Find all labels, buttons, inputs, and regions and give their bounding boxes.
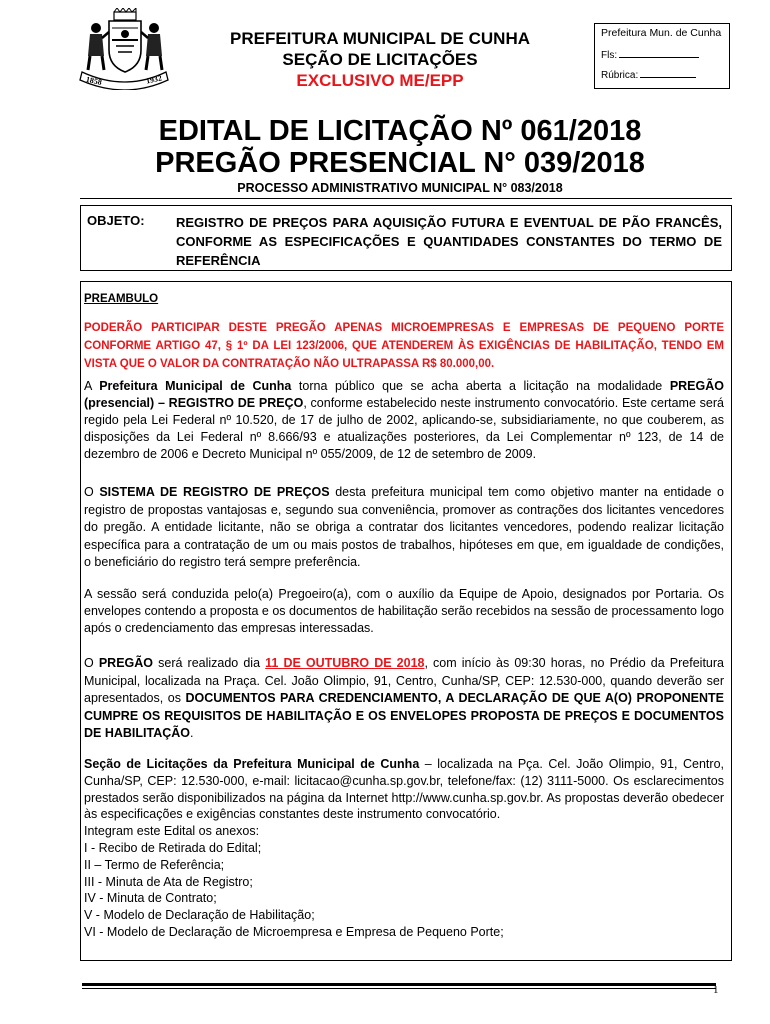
prefeitura-name: Prefeitura Municipal de Cunha	[99, 379, 292, 393]
header-line-1: PREFEITURA MUNICIPAL DE CUNHA	[229, 29, 531, 48]
text-run: será realizado dia	[153, 656, 266, 670]
srp-name: SISTEMA DE REGISTRO DE PREÇOS	[99, 485, 330, 499]
edital-title: EDITAL DE LICITAÇÃO Nº 061/2018	[158, 115, 642, 147]
text-run: torna público que se acha aberta a licitação na modalidade	[291, 379, 670, 393]
pregao-word: PREGÃO	[98, 656, 154, 670]
stamp-org: Prefeitura Mun. de Cunha	[601, 27, 722, 39]
title-divider	[80, 198, 732, 199]
annex-item: VI - Modelo de Declaração de Microempresa e Empresa de Pequeno Porte;	[84, 924, 504, 939]
municipal-crest	[76, 8, 172, 90]
text-run: O	[84, 656, 99, 670]
annex-item: V - Modelo de Declaração de Habilitação;	[84, 908, 315, 923]
modalidade-name: PREGÃO (presencial) – REGISTRO DE PREÇO	[84, 379, 724, 410]
documents-required: DOCUMENTOS PARA CREDENCIAMENTO, A DECLARAÇÃO DE QUE A(O) PROPONENTE CUMPRE OS REQUISITOS DE HABILITAÇÃO E OS ENVELOPES PROPOSTA DE PREÇOS E DOCUMENTOS DE HABILITAÇÃO	[84, 691, 724, 740]
text-run: desta prefeitura municipal tem como objetivo manter na entidade o registro de propostas vantajosas e, segundo sua conveniência, promover as contrações dos licitantes vencedores do pregão. A entidade licitante, não se obriga a contratar dos licitantes vencedores, podendo realizar licitação específica para a contratação de um ou mais postos de trabalhos, hipóteses em que, em igualdade de condições, o beneficiário do registro terá sempre preferência.	[84, 485, 724, 569]
text-run: – localizada na Pça. Cel. João Olimpio, 91, Centro, Cunha/SP, CEP: 12.530-000, e-mail: licitacao@cunha.sp.gov.br, telefone/fax: (12) 3111-5000. Os esclarecimentos prestados serão disponibilizados na página da Internet http://www.cunha.sp.gov.br. As propostas deverão obedecer às especificações e exigências constantes deste instrumento convocatório.	[84, 757, 724, 822]
text-run: , conforme estabelecido neste instrumento convocatório. Este certame será regido pela Lei Federal nº 10.520, de 17 de julho de 2002, aplicando-se, subsidiariamente, no que couberem, as disposições da Lei Federal nº 8.666/93 e atualizações posteriores, da Lei Complementar nº 123, de 14 de dezembro de 2006 e Decreto Municipal nº 055/2009, de 12 de setembro de 2009.	[84, 396, 724, 461]
paragraph-data-pregao	[84, 655, 724, 743]
paragraph-secao-licitacoes	[84, 756, 724, 941]
text-run: , com início às 09:30 horas, no Prédio da Prefeitura Municipal, localizada na Praça. Cel. João Olimpio, 91, Centro, Cunha/SP, CEP: 12.530-000, quando deverão ser apresentados, os	[84, 656, 724, 705]
footer-rule-thick	[82, 983, 716, 986]
paragraph-sessao: A sessão será conduzida pelo(a) Pregoeiro(a), com o auxílio da Equipe de Apoio, designados por Portaria. Os envelopes contendo a proposta e os documentos de habilitação serão recebidos na sessão de processamento logo após o credenciamento das empresas interessadas.	[84, 587, 725, 635]
paragraph-modalidade	[84, 378, 724, 463]
objeto-label: OBJETO:	[87, 213, 145, 228]
annex-intro: Integram este Edital os anexos:	[84, 824, 260, 839]
header-exclusive-note: EXCLUSIVO ME/EPP	[296, 71, 464, 90]
preambulo-heading: PREAMBULO	[84, 293, 159, 305]
stamp-fls-label: Fls:	[601, 50, 618, 61]
crest-graphic	[76, 8, 172, 90]
objeto-text: REGISTRO DE PREÇOS PARA AQUISIÇÃO FUTURA E EVENTUAL DE PÃO FRANCÊS, CONFORME AS ESPECIFICAÇÕES E QUANTIDADES CONSTANTES DO TERMO DE REFERÊNCIA	[176, 215, 722, 268]
stamp-fls-line	[619, 57, 699, 58]
stamp-rubrica-line	[640, 77, 696, 78]
annex-item: II – Termo de Referência;	[84, 857, 225, 872]
annex-item: III - Minuta de Ata de Registro;	[84, 874, 253, 889]
protocol-stamp-box	[594, 23, 730, 89]
session-date: 11 DE OUTUBRO DE 2018	[265, 656, 425, 670]
pregao-title: PREGÃO PRESENCIAL N° 039/2018	[155, 147, 645, 179]
paragraph-registro-precos	[84, 484, 724, 572]
stamp-rubrica	[601, 70, 696, 81]
text-run: A	[84, 379, 100, 393]
processo-number: PROCESSO ADMINISTRATIVO MUNICIPAL N° 083/2018	[237, 181, 563, 195]
stamp-rubrica-label: Rúbrica:	[601, 70, 639, 81]
text-run: .	[190, 726, 194, 740]
footer-rule-thin	[82, 988, 716, 989]
text-run: O	[84, 485, 100, 499]
secao-name: Seção de Licitações da Prefeitura Municipal de Cunha	[84, 757, 420, 771]
annex-item: I - Recibo de Retirada do Edital;	[84, 840, 262, 855]
crest-left-year: 1858	[85, 74, 103, 87]
page-number: 1	[713, 984, 719, 996]
stamp-fls	[601, 50, 699, 61]
me-epp-notice: PODERÃO PARTICIPAR DESTE PREGÃO APENAS MICROEMPRESAS E EMPRESAS DE PEQUENO PORTE CONFORME ARTIGO 47, § 1º DA LEI 123/2006, QUE ATENDEREM ÀS EXIGÊNCIAS DE HABILITAÇÃO, TENDO EM VISTA QUE O VALOR DA CONTRATAÇÃO NÃO ULTRAPASSA R$ 80.000,00.	[84, 322, 724, 370]
header-line-2: SEÇÃO DE LICITAÇÕES	[282, 50, 478, 69]
annex-item: IV - Minuta de Contrato;	[84, 891, 217, 906]
crest-right-year: 1932	[145, 73, 163, 86]
